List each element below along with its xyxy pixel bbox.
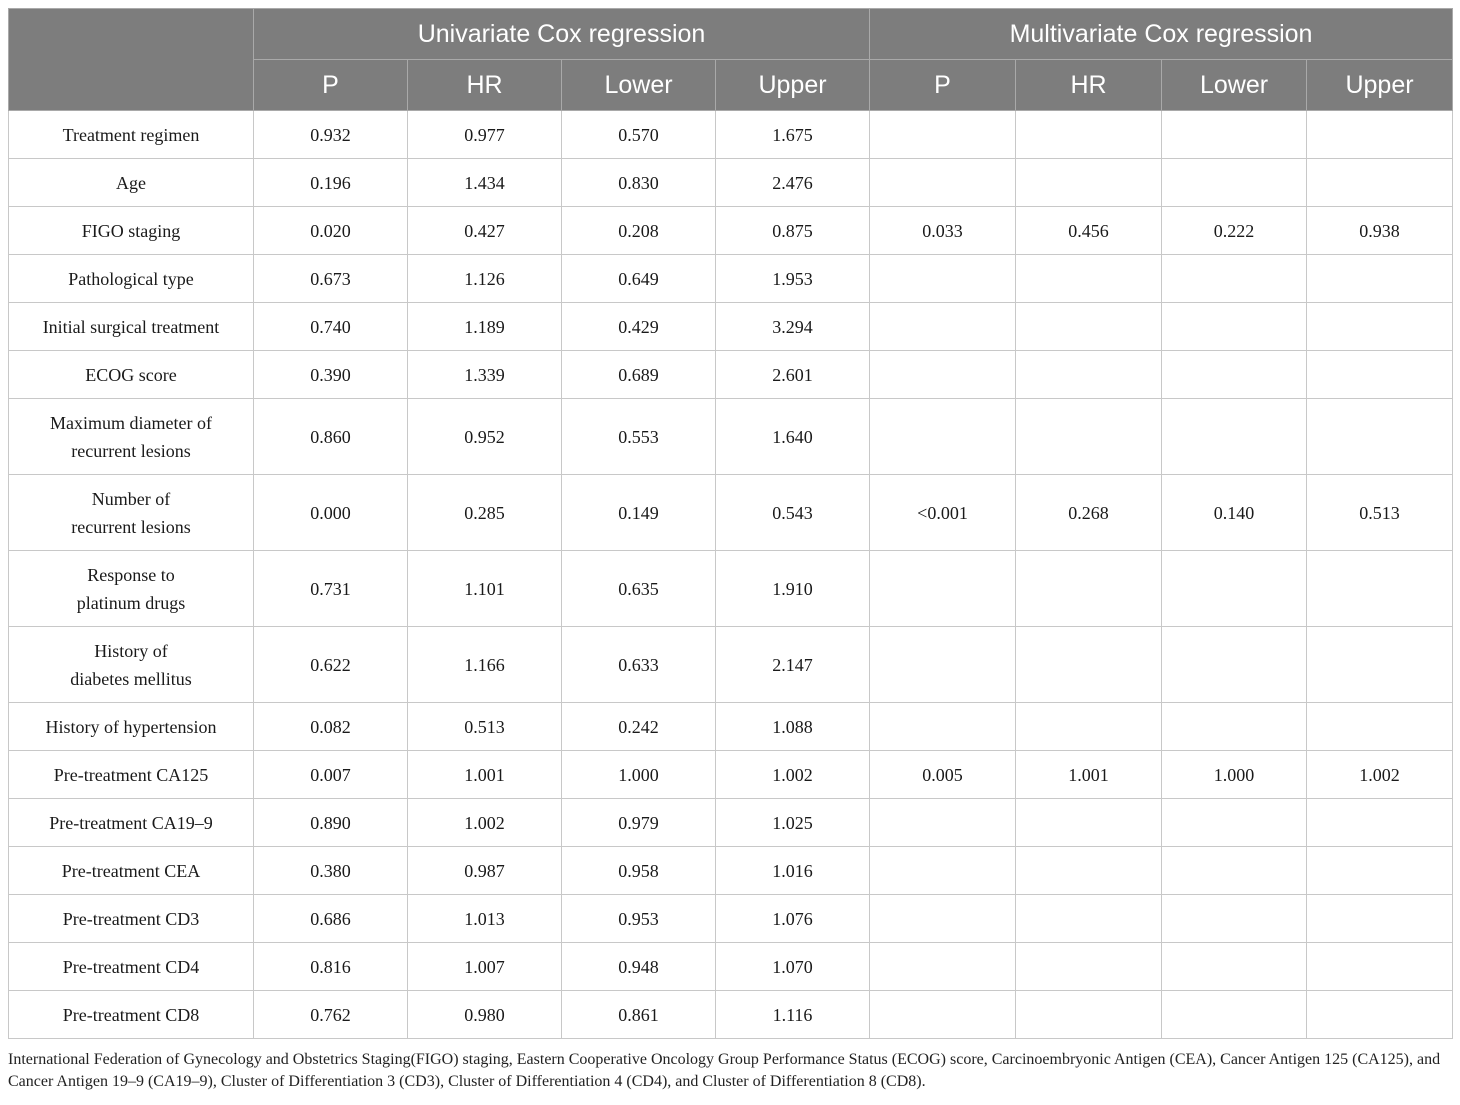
multi-upper-cell [1307, 351, 1453, 399]
uni-upper-cell: 1.002 [716, 751, 870, 799]
uni-lower-cell: 1.000 [562, 751, 716, 799]
multi-lower-cell [1162, 303, 1307, 351]
table-row [9, 991, 1453, 1039]
uni-p-cell: 0.622 [254, 627, 408, 703]
row-label [9, 399, 254, 475]
table-row [9, 351, 1453, 399]
multi-lower-cell [1162, 399, 1307, 475]
table-row [9, 159, 1453, 207]
row-label-line: Age [116, 172, 146, 193]
uni-lower-cell: 0.553 [562, 399, 716, 475]
uni-p-cell: 0.000 [254, 475, 408, 551]
row-label [9, 943, 254, 991]
multi-p-cell [870, 351, 1016, 399]
multi-hr-cell [1016, 991, 1162, 1039]
table-row [9, 943, 1453, 991]
multi-lower-cell [1162, 255, 1307, 303]
uni-lower-cell: 0.633 [562, 627, 716, 703]
multi-hr-cell: 1.001 [1016, 751, 1162, 799]
multi-hr-cell: 0.456 [1016, 207, 1162, 255]
header-group-row [9, 9, 1453, 60]
multi-upper-cell [1307, 799, 1453, 847]
uni-lower-cell: 0.649 [562, 255, 716, 303]
uni-upper-cell: 1.675 [716, 111, 870, 159]
subheader-uni-p: P [254, 60, 408, 111]
uni-upper-cell: 1.953 [716, 255, 870, 303]
uni-hr-cell: 1.101 [408, 551, 562, 627]
multi-hr-cell [1016, 895, 1162, 943]
uni-hr-cell: 1.166 [408, 627, 562, 703]
multi-upper-cell [1307, 111, 1453, 159]
header-corner-cell [9, 9, 254, 111]
uni-upper-cell: 1.116 [716, 991, 870, 1039]
uni-p-cell: 0.762 [254, 991, 408, 1039]
uni-upper-cell: 2.476 [716, 159, 870, 207]
row-label-line: Pre-treatment CD8 [62, 1004, 200, 1025]
row-label [9, 847, 254, 895]
row-label-line: Response to [87, 564, 175, 585]
row-label [9, 627, 254, 703]
subheader-multi-p: P [870, 60, 1016, 111]
header-univariate: Univariate Cox regression [254, 9, 870, 60]
multi-upper-cell [1307, 895, 1453, 943]
uni-upper-cell: 1.076 [716, 895, 870, 943]
uni-hr-cell: 1.339 [408, 351, 562, 399]
uni-upper-cell: 1.070 [716, 943, 870, 991]
multi-hr-cell [1016, 551, 1162, 627]
table-body [9, 111, 1453, 1039]
uni-hr-cell: 1.007 [408, 943, 562, 991]
row-label [9, 551, 254, 627]
row-label-line: History of hypertension [45, 716, 217, 737]
row-label [9, 303, 254, 351]
uni-hr-cell: 1.001 [408, 751, 562, 799]
multi-p-cell [870, 159, 1016, 207]
uni-hr-cell: 0.427 [408, 207, 562, 255]
table-row [9, 751, 1453, 799]
uni-hr-cell: 0.952 [408, 399, 562, 475]
uni-hr-cell: 0.285 [408, 475, 562, 551]
multi-upper-cell [1307, 303, 1453, 351]
multi-lower-cell [1162, 703, 1307, 751]
multi-hr-cell [1016, 351, 1162, 399]
table-header [9, 9, 1453, 111]
uni-hr-cell: 0.980 [408, 991, 562, 1039]
uni-upper-cell: 0.543 [716, 475, 870, 551]
table-row [9, 255, 1453, 303]
uni-lower-cell: 0.953 [562, 895, 716, 943]
multi-upper-cell [1307, 399, 1453, 475]
multi-lower-cell [1162, 627, 1307, 703]
table-row [9, 111, 1453, 159]
uni-upper-cell: 1.025 [716, 799, 870, 847]
multi-lower-cell: 0.222 [1162, 207, 1307, 255]
row-label [9, 159, 254, 207]
uni-lower-cell: 0.830 [562, 159, 716, 207]
row-label-line: Pre-treatment CA125 [53, 764, 209, 785]
row-label-line: Pre-treatment CD3 [62, 908, 200, 929]
uni-hr-cell: 0.987 [408, 847, 562, 895]
multi-p-cell [870, 627, 1016, 703]
row-label-line: Number of [91, 488, 171, 509]
uni-upper-cell: 2.147 [716, 627, 870, 703]
subheader-uni-upper: Upper [716, 60, 870, 111]
multi-p-cell [870, 399, 1016, 475]
uni-upper-cell: 1.910 [716, 551, 870, 627]
multi-upper-cell [1307, 991, 1453, 1039]
multi-hr-cell [1016, 943, 1162, 991]
multi-hr-cell [1016, 159, 1162, 207]
multi-lower-cell [1162, 551, 1307, 627]
multi-upper-cell [1307, 627, 1453, 703]
multi-hr-cell [1016, 111, 1162, 159]
multi-lower-cell: 1.000 [1162, 751, 1307, 799]
uni-p-cell: 0.740 [254, 303, 408, 351]
table-row [9, 399, 1453, 475]
uni-upper-cell: 0.875 [716, 207, 870, 255]
uni-upper-cell: 2.601 [716, 351, 870, 399]
row-label [9, 111, 254, 159]
table-row [9, 703, 1453, 751]
uni-p-cell: 0.686 [254, 895, 408, 943]
uni-p-cell: 0.196 [254, 159, 408, 207]
multi-p-cell [870, 551, 1016, 627]
uni-p-cell: 0.860 [254, 399, 408, 475]
multi-lower-cell [1162, 847, 1307, 895]
multi-p-cell: 0.005 [870, 751, 1016, 799]
uni-upper-cell: 1.640 [716, 399, 870, 475]
uni-p-cell: 0.082 [254, 703, 408, 751]
uni-lower-cell: 0.149 [562, 475, 716, 551]
multi-p-cell [870, 703, 1016, 751]
uni-p-cell: 0.932 [254, 111, 408, 159]
table-row [9, 207, 1453, 255]
header-multivariate: Multivariate Cox regression [870, 9, 1453, 60]
row-label [9, 703, 254, 751]
multi-lower-cell [1162, 159, 1307, 207]
uni-lower-cell: 0.979 [562, 799, 716, 847]
multi-lower-cell [1162, 111, 1307, 159]
multi-hr-cell [1016, 799, 1162, 847]
row-label [9, 991, 254, 1039]
subheader-multi-lower: Lower [1162, 60, 1307, 111]
table-row [9, 799, 1453, 847]
uni-hr-cell: 1.013 [408, 895, 562, 943]
uni-upper-cell: 1.016 [716, 847, 870, 895]
row-label-line: recurrent lesions [71, 440, 191, 461]
uni-lower-cell: 0.429 [562, 303, 716, 351]
multi-lower-cell [1162, 351, 1307, 399]
multi-hr-cell [1016, 847, 1162, 895]
uni-lower-cell: 0.689 [562, 351, 716, 399]
row-label-line: platinum drugs [76, 592, 186, 613]
multi-lower-cell [1162, 991, 1307, 1039]
row-label-line: diabetes mellitus [70, 668, 192, 689]
multi-hr-cell [1016, 303, 1162, 351]
multi-p-cell [870, 943, 1016, 991]
uni-lower-cell: 0.208 [562, 207, 716, 255]
row-label-line: ECOG score [85, 364, 177, 385]
multi-upper-cell [1307, 703, 1453, 751]
multi-p-cell [870, 303, 1016, 351]
row-label-line: History of [94, 640, 168, 661]
multi-upper-cell: 0.938 [1307, 207, 1453, 255]
row-label-line: Maximum diameter of [50, 412, 212, 433]
multi-p-cell: 0.033 [870, 207, 1016, 255]
uni-hr-cell: 0.977 [408, 111, 562, 159]
multi-p-cell [870, 111, 1016, 159]
multi-upper-cell [1307, 847, 1453, 895]
uni-hr-cell: 0.513 [408, 703, 562, 751]
table-row [9, 303, 1453, 351]
uni-lower-cell: 0.861 [562, 991, 716, 1039]
uni-lower-cell: 0.958 [562, 847, 716, 895]
uni-p-cell: 0.673 [254, 255, 408, 303]
multi-upper-cell: 1.002 [1307, 751, 1453, 799]
row-label [9, 207, 254, 255]
row-label-line: recurrent lesions [71, 516, 191, 537]
multi-lower-cell [1162, 895, 1307, 943]
multi-p-cell [870, 255, 1016, 303]
row-label-line: Pre-treatment CA19–9 [49, 812, 213, 833]
table-row [9, 895, 1453, 943]
multi-hr-cell [1016, 703, 1162, 751]
table-footnote: International Federation of Gynecology and Obstetrics Staging(FIGO) staging, Eastern Cooperative Oncology Group Performance Status (ECOG) score, Carcinoembryonic Antigen (CEA), Cancer Antigen 125 (CA125), and Cancer Antigen 19–9 (CA19–9), Cluster of Differentiation 3 (CD3), Cluster of Differentiation 4 (CD4), and Cluster of Differentiation 8 (CD8). [8, 1051, 1441, 1090]
subheader-multi-hr: HR [1016, 60, 1162, 111]
multi-upper-cell [1307, 551, 1453, 627]
uni-p-cell: 0.020 [254, 207, 408, 255]
uni-lower-cell: 0.948 [562, 943, 716, 991]
multi-upper-cell: 0.513 [1307, 475, 1453, 551]
multi-hr-cell [1016, 627, 1162, 703]
subheader-uni-lower: Lower [562, 60, 716, 111]
subheader-multi-upper: Upper [1307, 60, 1453, 111]
row-label [9, 751, 254, 799]
uni-p-cell: 0.380 [254, 847, 408, 895]
row-label-line: Pathological type [68, 268, 194, 289]
row-label-line: Treatment regimen [62, 124, 200, 145]
uni-p-cell: 0.731 [254, 551, 408, 627]
multi-p-cell [870, 799, 1016, 847]
uni-hr-cell: 1.126 [408, 255, 562, 303]
uni-lower-cell: 0.242 [562, 703, 716, 751]
table-row [9, 475, 1453, 551]
uni-upper-cell: 1.088 [716, 703, 870, 751]
multi-lower-cell [1162, 943, 1307, 991]
uni-p-cell: 0.007 [254, 751, 408, 799]
multi-upper-cell [1307, 943, 1453, 991]
multi-p-cell [870, 991, 1016, 1039]
multi-upper-cell [1307, 159, 1453, 207]
multi-hr-cell [1016, 399, 1162, 475]
row-label-line: Pre-treatment CD4 [62, 956, 200, 977]
multi-lower-cell: 0.140 [1162, 475, 1307, 551]
multi-upper-cell [1307, 255, 1453, 303]
row-label-line: Initial surgical treatment [42, 316, 220, 337]
multi-lower-cell [1162, 799, 1307, 847]
uni-lower-cell: 0.635 [562, 551, 716, 627]
multi-p-cell [870, 847, 1016, 895]
uni-p-cell: 0.816 [254, 943, 408, 991]
row-label-line: Pre-treatment CEA [61, 860, 201, 881]
multi-p-cell: <0.001 [870, 475, 1016, 551]
table-row [9, 551, 1453, 627]
row-label-line: FIGO staging [81, 220, 181, 241]
multi-hr-cell [1016, 255, 1162, 303]
uni-hr-cell: 1.189 [408, 303, 562, 351]
uni-hr-cell: 1.434 [408, 159, 562, 207]
multi-hr-cell: 0.268 [1016, 475, 1162, 551]
cox-regression-table [8, 8, 1453, 1039]
row-label [9, 799, 254, 847]
table-row [9, 847, 1453, 895]
subheader-uni-hr: HR [408, 60, 562, 111]
uni-upper-cell: 3.294 [716, 303, 870, 351]
uni-hr-cell: 1.002 [408, 799, 562, 847]
uni-p-cell: 0.390 [254, 351, 408, 399]
row-label [9, 255, 254, 303]
uni-lower-cell: 0.570 [562, 111, 716, 159]
row-label [9, 351, 254, 399]
uni-p-cell: 0.890 [254, 799, 408, 847]
table-row [9, 627, 1453, 703]
multi-p-cell [870, 895, 1016, 943]
row-label [9, 895, 254, 943]
row-label [9, 475, 254, 551]
